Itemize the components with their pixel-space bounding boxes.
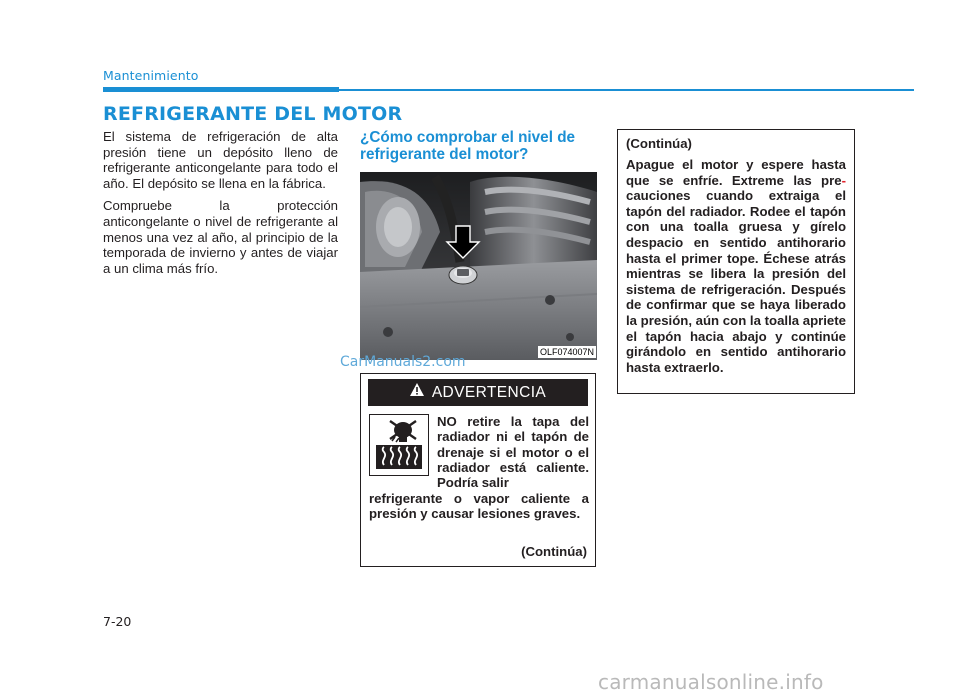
intro-column (103, 129, 338, 283)
warning-box (360, 373, 596, 567)
header-rule-thick (103, 87, 339, 92)
warning-header-label: ADVERTENCIA (431, 384, 547, 401)
engine-photo (360, 172, 597, 360)
continued-header: (Continúa) (626, 136, 692, 151)
warning-header (368, 379, 588, 406)
continued-body (626, 157, 846, 375)
warning-triangle-icon (410, 378, 424, 405)
continued-body-part1: Apague el motor y espere hasta que se enfríe. Extreme las pre (626, 157, 846, 188)
warning-continued: (Continúa) (521, 544, 587, 559)
continued-box (617, 129, 855, 394)
image-code: OLF074007N (539, 347, 594, 357)
continued-body-part2: cauciones cuando extraiga el tapón del radiador. Rodee el tapón con una toalla gruesa y gírelo despacio en sentido antihorario hasta el primer tope. Échese atrás mientras se libera la presión del sistema de refrigeración. Después de confirmar que se haya liberado la presión, aún con la toalla apriete el tapón hacia abajo y continúe girándolo en sentido antihorario hasta extraerlo. (626, 188, 846, 375)
section-label: Mantenimiento (103, 68, 199, 83)
watermark[interactable]: CarManuals2.com (340, 354, 466, 370)
subheading: ¿Cómo comprobar el nivel de refrigerante del motor? (360, 129, 576, 163)
page-number: 7-20 (103, 614, 132, 629)
page-title: REFRIGERANTE DEL MOTOR (103, 103, 403, 125)
header-rule-thin (339, 89, 914, 91)
warning-text-bottom: refrigerante o vapor caliente a presión y causar lesiones graves. (369, 491, 589, 522)
continued-hyphen: - (841, 172, 846, 188)
site-watermark: carmanualsonline.info (598, 670, 824, 694)
hot-radiator-icon (369, 414, 429, 476)
warning-text-top: NO retire la tapa del radiador ni el tapón de drenaje si el motor o el radiador está caliente. Podría salir (437, 414, 589, 491)
intro-paragraph-2: Compruebe la protección anticongelante o nivel de refrigerante al menos una vez al año, al principio de la temporada de invierno y antes de viajar a un clima más frío. (103, 198, 338, 276)
intro-paragraph-1: El sistema de refrigeración de alta presión tiene un depósito lleno de refrigerante anticongelante para todo el año. El depósito se llena en la fábrica. (103, 129, 338, 191)
